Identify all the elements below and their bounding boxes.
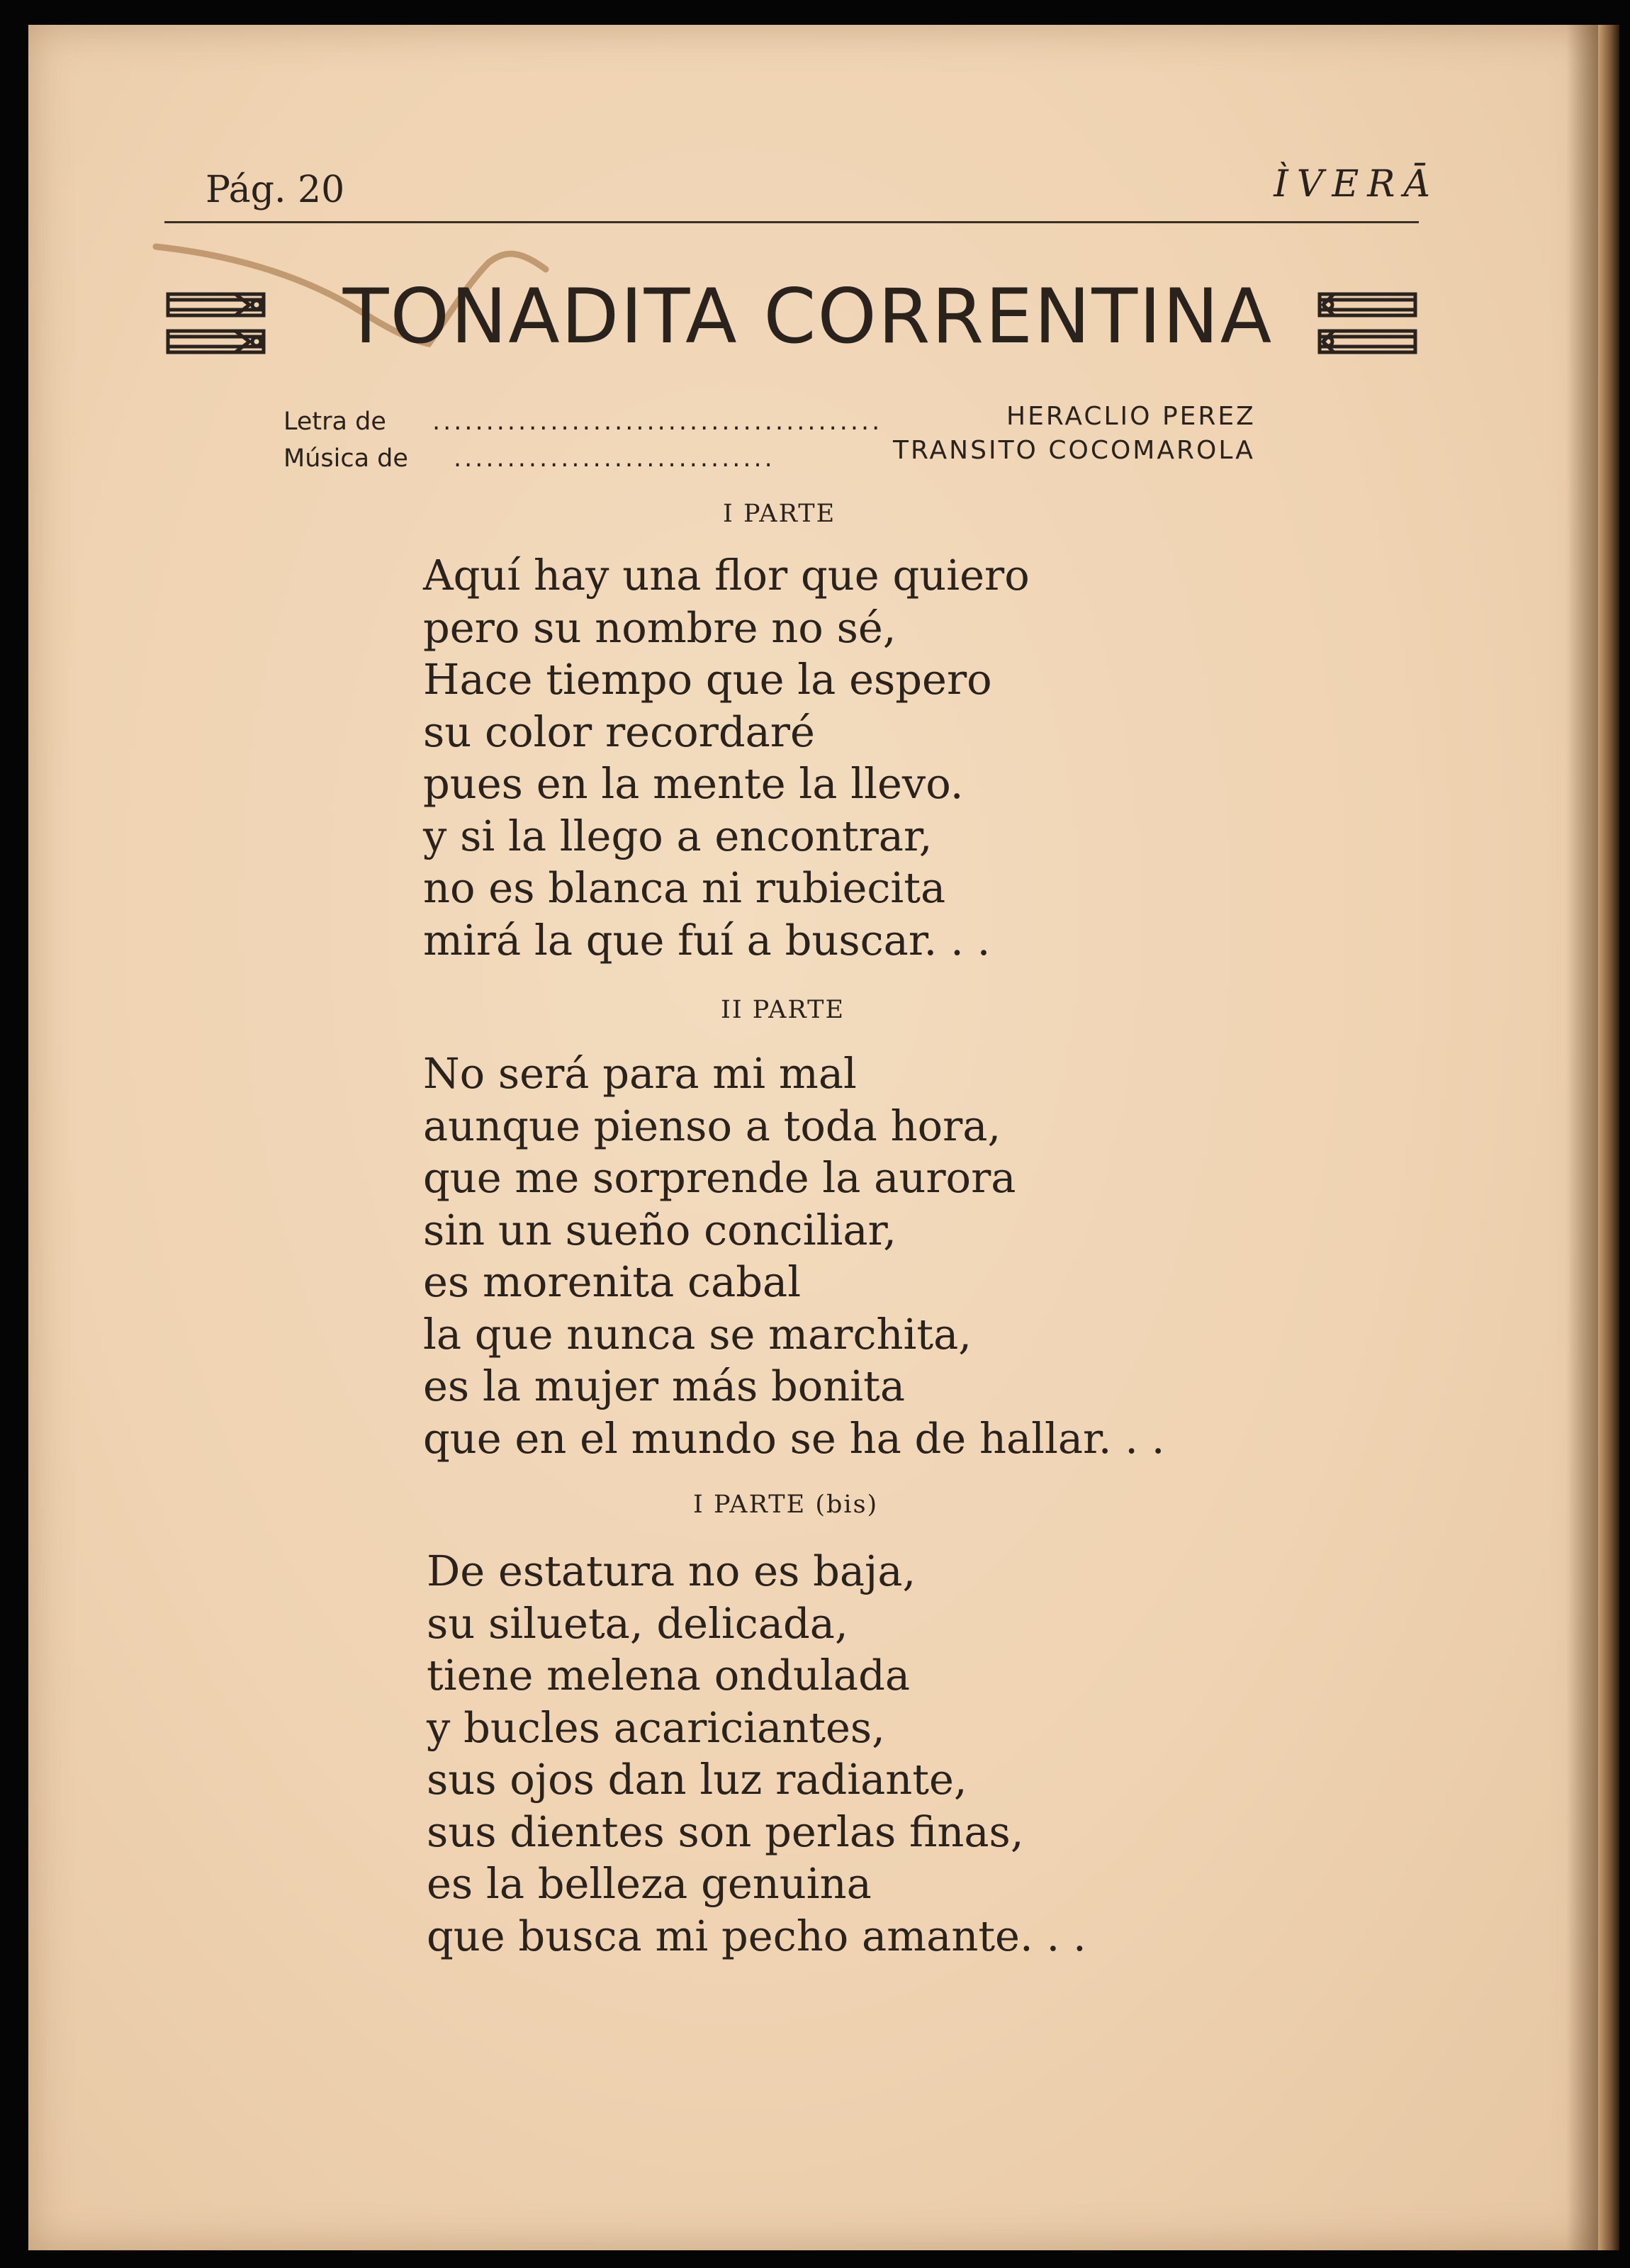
verse-line: que busca mi pecho amante. . . bbox=[427, 1911, 1086, 1960]
verse-line: la que nunca se marchita, bbox=[423, 1309, 972, 1359]
header-rule bbox=[164, 221, 1419, 223]
verse-line: pues en la mente la llevo. bbox=[423, 759, 964, 808]
verse-line: No será para mi mal bbox=[423, 1049, 857, 1098]
credit-dots: .............................. bbox=[454, 444, 775, 473]
verse-line: tiene melena ondulada bbox=[427, 1651, 911, 1700]
verse-line: mirá la que fuí a buscar. . . bbox=[423, 915, 991, 965]
verse-line: es morenita cabal bbox=[423, 1257, 802, 1306]
verse-line: sus dientes son perlas finas, bbox=[427, 1807, 1024, 1856]
credit-name: TRANSITO COCOMAROLA bbox=[893, 436, 1255, 465]
page-number: Pág. 20 bbox=[206, 169, 345, 211]
verse-line: su color recordaré bbox=[423, 707, 815, 756]
verse-line: no es blanca ni rubiecita bbox=[423, 863, 946, 912]
verse-line: sin un sueño conciliar, bbox=[423, 1205, 896, 1254]
publication-name: ÌVERĀ bbox=[1274, 163, 1439, 206]
credit-label: Letra de bbox=[283, 408, 386, 436]
ornament-left-icon bbox=[164, 287, 271, 365]
credit-label: Música de bbox=[283, 444, 408, 473]
verse-line: es la belleza genuina bbox=[427, 1859, 872, 1908]
verse-line: y bucles acariciantes, bbox=[427, 1702, 885, 1752]
verse-line: sus ojos dan luz radiante, bbox=[427, 1755, 967, 1804]
credit-name: HERACLIO PEREZ bbox=[1006, 402, 1256, 431]
section-heading: I PARTE bbox=[723, 500, 836, 528]
verse-block bbox=[427, 1545, 1086, 1962]
verse-line: De estatura no es baja, bbox=[427, 1546, 916, 1595]
verse-line: Hace tiempo que la espero bbox=[423, 655, 992, 704]
verse-line: es la mujer más bonita bbox=[423, 1362, 906, 1410]
section-heading: II PARTE bbox=[721, 996, 845, 1024]
page-edge bbox=[1598, 25, 1619, 2250]
ornament-right-icon bbox=[1313, 287, 1419, 365]
song-title: TONADITA CORRENTINA bbox=[342, 273, 1274, 360]
verse-line: aunque pienso a toda hora, bbox=[423, 1101, 1001, 1150]
verse-line: su silueta, delicada, bbox=[427, 1598, 848, 1648]
verse-line: Aquí hay una flor que quiero bbox=[423, 551, 1030, 600]
credit-dots: .......................................... bbox=[432, 408, 883, 436]
verse-line: pero su nombre no sé, bbox=[423, 602, 896, 652]
verse-block bbox=[423, 549, 1030, 966]
page-gutter-shadow bbox=[1566, 25, 1598, 2250]
section-heading: I PARTE (bis) bbox=[693, 1491, 879, 1519]
verse-line: que me sorprende la aurora bbox=[423, 1153, 1016, 1202]
verse-block bbox=[423, 1048, 1165, 1464]
verse-line: que en el mundo se ha de hallar. . . bbox=[423, 1413, 1165, 1463]
verse-line: y si la llego a encontrar, bbox=[423, 811, 933, 860]
